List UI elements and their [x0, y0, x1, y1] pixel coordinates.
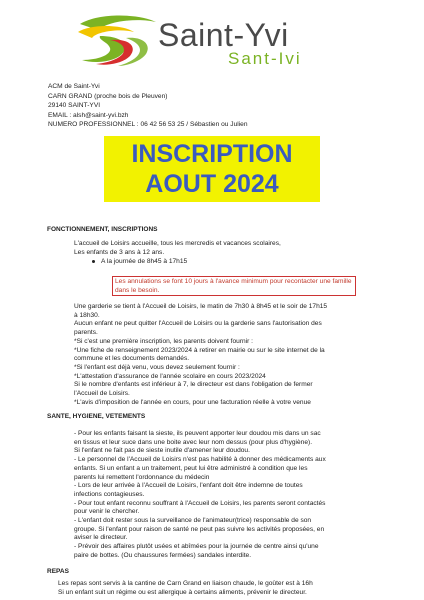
- text-line: - Pour tout enfant reconnu souffrant à l'Accueil de Loisirs, les parents seront contactés: [74, 499, 326, 507]
- logo-title: Saint-Yvi: [158, 17, 289, 53]
- text-line: - Prévoir des affaires plutôt usées et abîmées pour la journée de centre ainsi qu'une: [74, 543, 319, 551]
- section-heading-fonctionnement: FONCTIONNEMENT, INSCRIPTIONS: [47, 226, 158, 233]
- text-line: enfants. Si un enfant a un traitement, peut lui être administré à condition que les: [74, 464, 308, 472]
- logo-subtitle: Sant-Ivi: [228, 49, 302, 68]
- saint-yvi-logo: [70, 10, 360, 72]
- section-heading-sante: SANTE, HYGIENE, VETEMENTS: [47, 413, 146, 420]
- notice-text: Les annulations se font 10 jours à l'avance minimum pour recontacter une famille dans le besoin.: [115, 278, 352, 294]
- banner-date: AOUT 2024: [145, 170, 279, 198]
- contact-line: 29140 SAINT-YVI: [48, 102, 101, 109]
- banner-title: INSCRIPTION: [131, 140, 293, 168]
- text-line: Les repas sont servis à la cantine de Carn Grand en liaison chaude, le goûter est à 16h: [58, 580, 313, 587]
- inscription-banner: [104, 136, 320, 202]
- text-line: Les enfants de 3 ans à 12 ans.: [74, 248, 165, 256]
- text-line: *Si c'est une première inscription, les parents doivent fournir :: [74, 337, 254, 345]
- text-line: l'Accueil de Loisirs.: [74, 390, 130, 398]
- text-line: infections contagieuses.: [74, 490, 145, 498]
- bullet-icon: [92, 260, 95, 263]
- text-line: parents.: [74, 329, 98, 337]
- text-line: *Une fiche de renseignement 2023/2024 à retirer en mairie ou sur le site internet de la: [74, 346, 325, 354]
- text-line: Si l'enfant ne fait pas de sieste inutile d'amener leur doudou.: [74, 447, 250, 455]
- cancellation-notice: [112, 276, 356, 296]
- text-line: Si le nombre d'enfants est inférieur à 7, le directeur est dans l'obligation de fermer: [74, 381, 313, 389]
- repas-body: [58, 580, 313, 597]
- contact-line: CARN GRAND (proche bois de Pleuven): [48, 92, 168, 100]
- text-line: Si un enfant suit un régime ou est allergique à certains aliments, prévenir le directeur.: [58, 588, 307, 596]
- text-line: Une garderie se tient à l'Accueil de Loisirs, le matin de 7h30 à 8h45 et le soir de 17h15: [74, 303, 328, 310]
- contact-email: EMAIL : alsh@saint-yvi.bzh: [48, 111, 129, 119]
- text-line: *L'avis d'imposition de l'année en cours, pour une facturation réelle à votre venue: [74, 398, 311, 406]
- sante-body: [74, 430, 326, 561]
- text-line: Aucun enfant ne peut quitter l'Accueil de Loisirs ou la garderie sans l'autorisation des: [74, 320, 322, 328]
- text-line: parents lui remettent l'ordonnance du médecin: [74, 473, 210, 481]
- swoosh-logo-icon: [70, 10, 170, 72]
- text-line: paire de bottes. (Ou chaussures fermées) sandales interdite.: [74, 551, 252, 559]
- text-line: - L'enfant doit rester sous la surveillance de l'animateur(trice) responsable de son: [74, 517, 312, 525]
- fonctionnement-body: [74, 303, 327, 407]
- contact-line: ACM de Saint-Yvi: [48, 83, 100, 90]
- contact-block: [48, 82, 248, 130]
- text-line: *Si l'enfant est déjà venu, vous devez seulement fournir :: [74, 363, 240, 371]
- fonctionnement-intro: [74, 240, 281, 257]
- text-line: groupe. Si l'enfant pour raison de santé ne peut pas suivre les activités proposées, en: [74, 525, 325, 533]
- contact-phone: NUMERO PROFESSIONNEL : 06 42 56 53 25 / Sébastien ou Julien: [48, 121, 248, 128]
- text-line: - Lors de leur arrivée à l'Accueil de Loisirs, l'enfant doit être indemne de toutes: [74, 482, 303, 490]
- section-heading-repas: REPAS: [47, 568, 69, 575]
- text-line: - Pour les enfants faisant la sieste, ils peuvent apporter leur doudou mis dans un sac: [74, 430, 321, 437]
- schedule-bullet: [92, 258, 187, 267]
- text-line: L'accueil de Loisirs accueille, tous les mercredis et vacances scolaires,: [74, 240, 281, 247]
- text-line: *L'attestation d'assurance de l'année scolaire en cours 2023/2024: [74, 372, 266, 380]
- text-line: en tissus et leur suce dans une boite avec leur nom dessus (pour plus d'hygiène).: [74, 438, 313, 446]
- bullet-text: A la journée de 8h45 à 17h15: [101, 258, 188, 265]
- text-line: pour venir le chercher.: [74, 508, 140, 516]
- text-line: - Le personnel de l'Accueil de Loisirs n'est pas habilité à donner des médicaments aux: [74, 456, 326, 464]
- text-line: commune et les documents demandés.: [74, 355, 190, 363]
- text-line: aviser le directeur.: [74, 534, 128, 542]
- text-line: à 18h30.: [74, 311, 100, 319]
